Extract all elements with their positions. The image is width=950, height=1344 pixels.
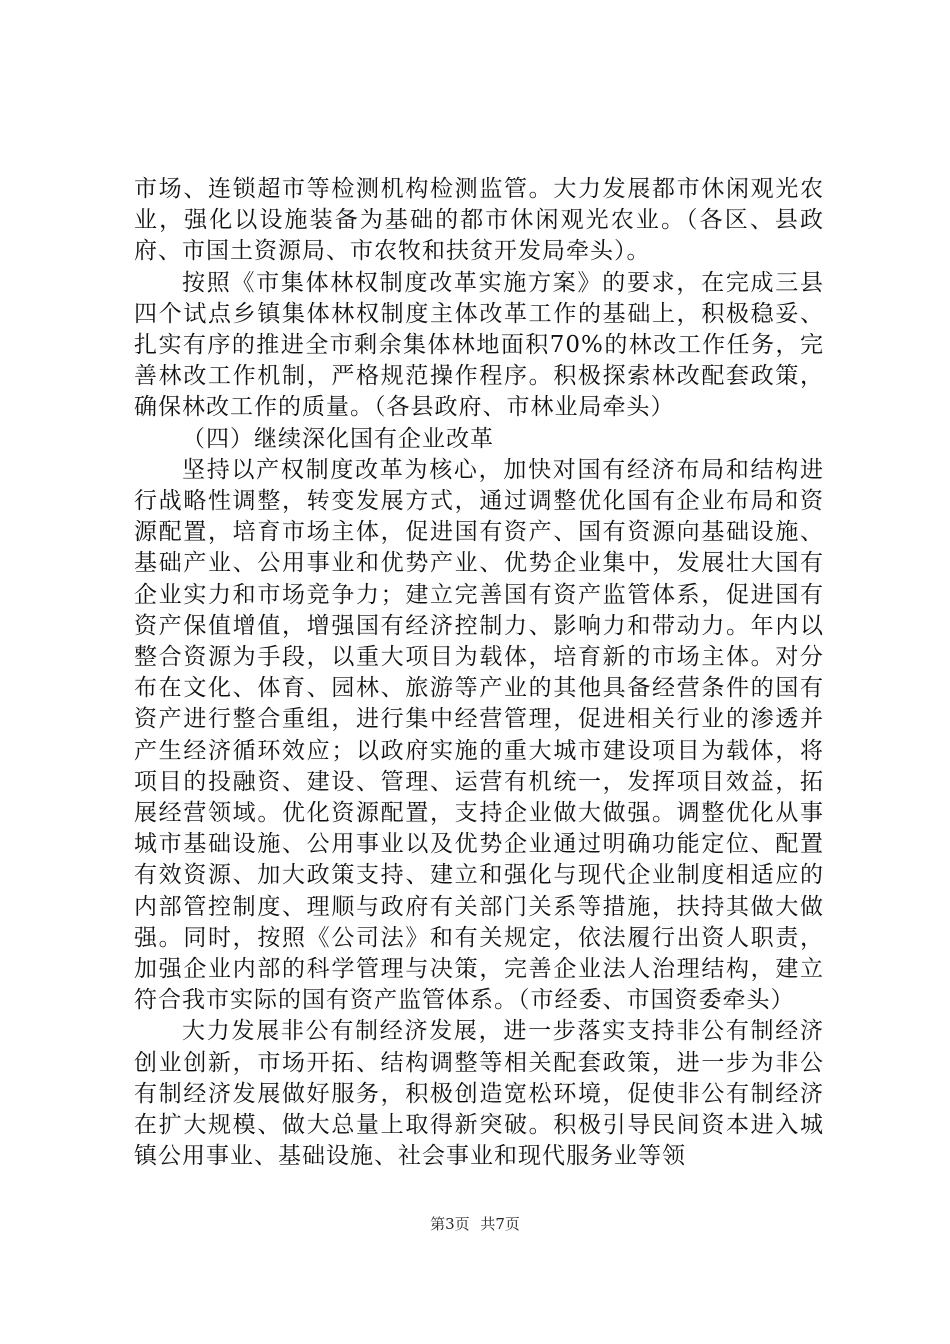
document-body xyxy=(134,174,824,1173)
page-total: 共7页 xyxy=(480,1215,520,1233)
page-footer xyxy=(0,1214,950,1234)
paragraph-forest-reform: 按照《市集体林权制度改革实施方案》的要求，在完成三县四个试点乡镇集体林权制度主体改革工作的基础上，积极稳妥、扎实有序的推进全市剩余集体林地面积70%的林改工作任务，完善林改工作机制，严格规范操作程序。积极探索林改配套政策，确保林改工作的质量。（各县政府、市林业局牵头） xyxy=(134,269,824,421)
page-number: 第3页 xyxy=(430,1215,470,1233)
paragraph-non-public-economy: 大力发展非公有制经济发展，进一步落实支持非公有制经济创业创新，市场开拓、结构调整等相关配套政策，进一步为非公有制经济发展做好服务，积极创造宽松环境，促使非公有制经济在扩大规模、做大总量上取得新突破。积极引导民间资本进入城镇公用事业、基础设施、社会事业和现代服务业等领 xyxy=(134,1018,824,1170)
paragraph-continued: 市场、连锁超市等检测机构检测监管。大力发展都市休闲观光农业，强化以设施装备为基础的都市休闲观光农业。（各区、县政府、市国土资源局、市农牧和扶贫开发局牵头）。 xyxy=(134,176,824,265)
paragraph-state-enterprise-reform: 坚持以产权制度改革为核心，加快对国有经济布局和结构进行战略性调整，转变发展方式，通过调整优化国有企业布局和资源配置，培育市场主体，促进国有资产、国有资源向基础设施、基础产业、公用事业和优势产业、优势企业集中，发展壮大国有企业实力和市场竞争力；建立完善国有资产监管体系，促进国有资产保值增值，增强国有经济控制力、影响力和带动力。年内以整合资源为手段，以重大项目为载体，培育新的市场主体。对分布在文化、体育、园林、旅游等产业的其他具备经营条件的国有资产进行整合重组，进行集中经营管理，促进相关行业的渗透并产生经济循环效应；以政府实施的重大城市建设项目为载体，将项目的投融资、建设、管理、运营有机统一，发挥项目效益，拓展经营领域。优化资源配置，支持企业做大做强。调整优化从事城市基础设施、公用事业以及优势企业通过明确功能定位、配置有效资源、加大政策支持、建立和强化与现代企业制度相适应的内部管控制度、理顺与政府有关部门关系等措施，扶持其做大做强。同时，按照《公司法》和有关规定，依法履行出资人职责，加强企业内部的科学管理与决策，完善企业法人治理结构，建立符合我市实际的国有资产监管体系。（市经委、市国资委牵头） xyxy=(134,456,824,1014)
section-heading: （四）继续深化国有企业改革 xyxy=(182,425,494,452)
